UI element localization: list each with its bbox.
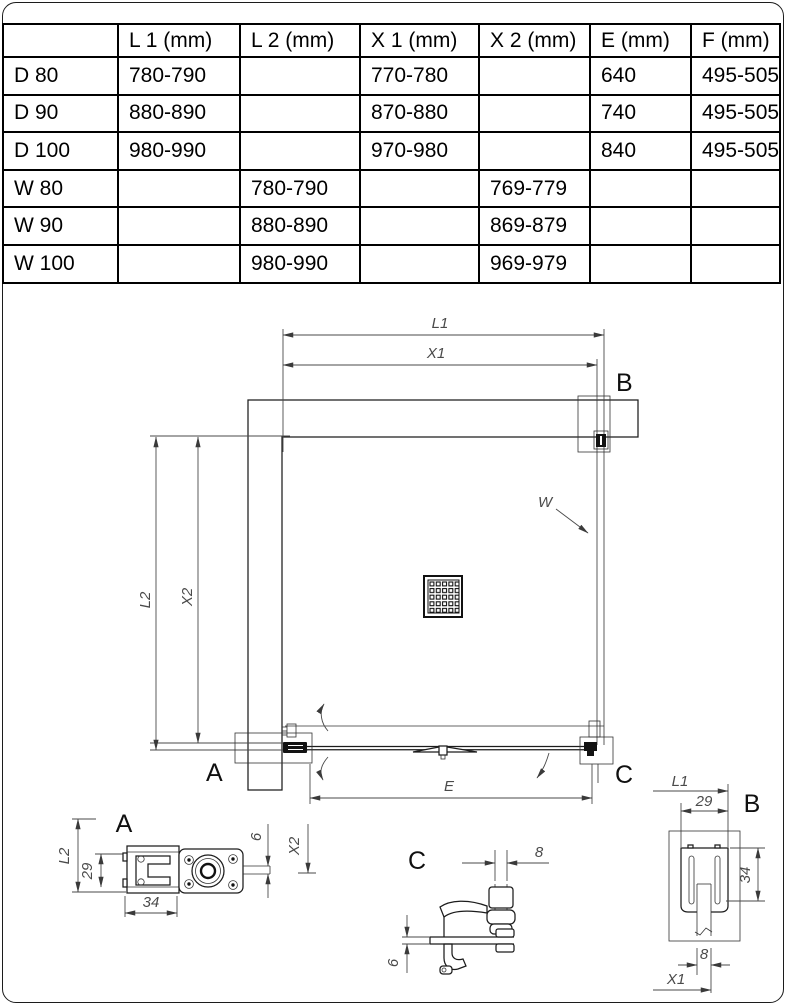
plan-label-w: [538, 494, 588, 533]
detail-a: [56, 810, 316, 917]
cell-e: 640: [590, 57, 691, 95]
cell-x2: 769-779: [479, 170, 590, 208]
detail-b: [653, 773, 765, 993]
detail-b-dim-34: 34: [737, 866, 754, 884]
header-x1: X 1 (mm): [360, 24, 479, 57]
plan-dim-e-label: E: [443, 778, 455, 795]
header-x2: X 2 (mm): [479, 24, 590, 57]
detail-c-profile: [430, 884, 515, 974]
cell-e: 840: [590, 132, 691, 170]
plan-view: [137, 315, 638, 804]
plan-dim-l1-label: L1: [431, 315, 449, 332]
detail-c: [385, 844, 549, 974]
door-handle: [413, 746, 477, 759]
cell-x2: 869-879: [479, 207, 590, 245]
row-label: W 100: [3, 245, 118, 283]
plan-dim-x2-label: X2: [179, 587, 196, 607]
cell-x2: 969-979: [479, 245, 590, 283]
plan-dim-e: [310, 764, 592, 804]
cell-f: 495-505: [691, 95, 780, 133]
door-assembly: [235, 704, 613, 783]
header-l2: L 2 (mm): [240, 24, 360, 57]
plan-label-b: B: [616, 369, 633, 397]
detail-a-dim-x2: X2: [286, 836, 303, 856]
plan-label-a: A: [206, 759, 223, 787]
cell-l1: 780-790: [118, 57, 240, 95]
plan-dim-l1: [283, 315, 604, 452]
detail-a-dim-6: 6: [248, 832, 265, 842]
detail-c-dim-6: 6: [385, 958, 402, 968]
detail-c-dim-8: 8: [534, 844, 544, 861]
detail-a-dim-29: 29: [79, 862, 96, 880]
detail-a-label: A: [115, 810, 133, 838]
cell-f: 495-505: [691, 57, 780, 95]
swing-arc: [321, 704, 328, 731]
cell-x1: 970-980: [360, 132, 479, 170]
cell-l1: 880-890: [118, 95, 240, 133]
plan-dim-x1: [283, 345, 597, 400]
cell-e: 740: [590, 95, 691, 133]
detail-a-bracket: [123, 846, 179, 893]
row-label: D 90: [3, 95, 118, 133]
detail-a-dim-l2: L2: [56, 847, 73, 865]
cell-l1: 980-990: [118, 132, 240, 170]
cell-l2: 780-790: [240, 170, 360, 208]
row-label: W 90: [3, 207, 118, 245]
detail-b-channel: [681, 845, 728, 936]
row-label: W 80: [3, 170, 118, 208]
plan-label-c: C: [615, 761, 634, 789]
row-label: D 80: [3, 57, 118, 95]
detail-b-dim-x1: X1: [666, 971, 686, 988]
plan-dim-l2-label: L2: [137, 591, 154, 609]
header-f: F (mm): [691, 24, 780, 57]
swing-arc: [321, 757, 328, 780]
plan-dim-x2: [179, 437, 198, 743]
row-label: D 100: [3, 132, 118, 170]
plan-dim-x1-label: X1: [426, 345, 446, 362]
cell-l2: 880-890: [240, 207, 360, 245]
swing-arc: [537, 753, 549, 778]
svg-text:W: W: [538, 494, 553, 511]
detail-b-label: B: [743, 790, 761, 818]
detail-b-dim-l1: L1: [671, 773, 689, 790]
detail-c-label: C: [407, 847, 427, 875]
cell-l2: 980-990: [240, 245, 360, 283]
cell-x1: 870-880: [360, 95, 479, 133]
detail-b-dim-29: 29: [695, 793, 713, 810]
header-l1: L 1 (mm): [118, 24, 240, 57]
header-e: E (mm): [590, 24, 691, 57]
cell-f: 495-505: [691, 132, 780, 170]
drain-grate: [424, 576, 462, 617]
detail-a-dim-34: 34: [142, 894, 160, 911]
detail-a-hinge-body: [179, 849, 270, 893]
cell-x1: 770-780: [360, 57, 479, 95]
hinge-block: [283, 742, 307, 753]
detail-b-dim-8: 8: [699, 946, 709, 963]
